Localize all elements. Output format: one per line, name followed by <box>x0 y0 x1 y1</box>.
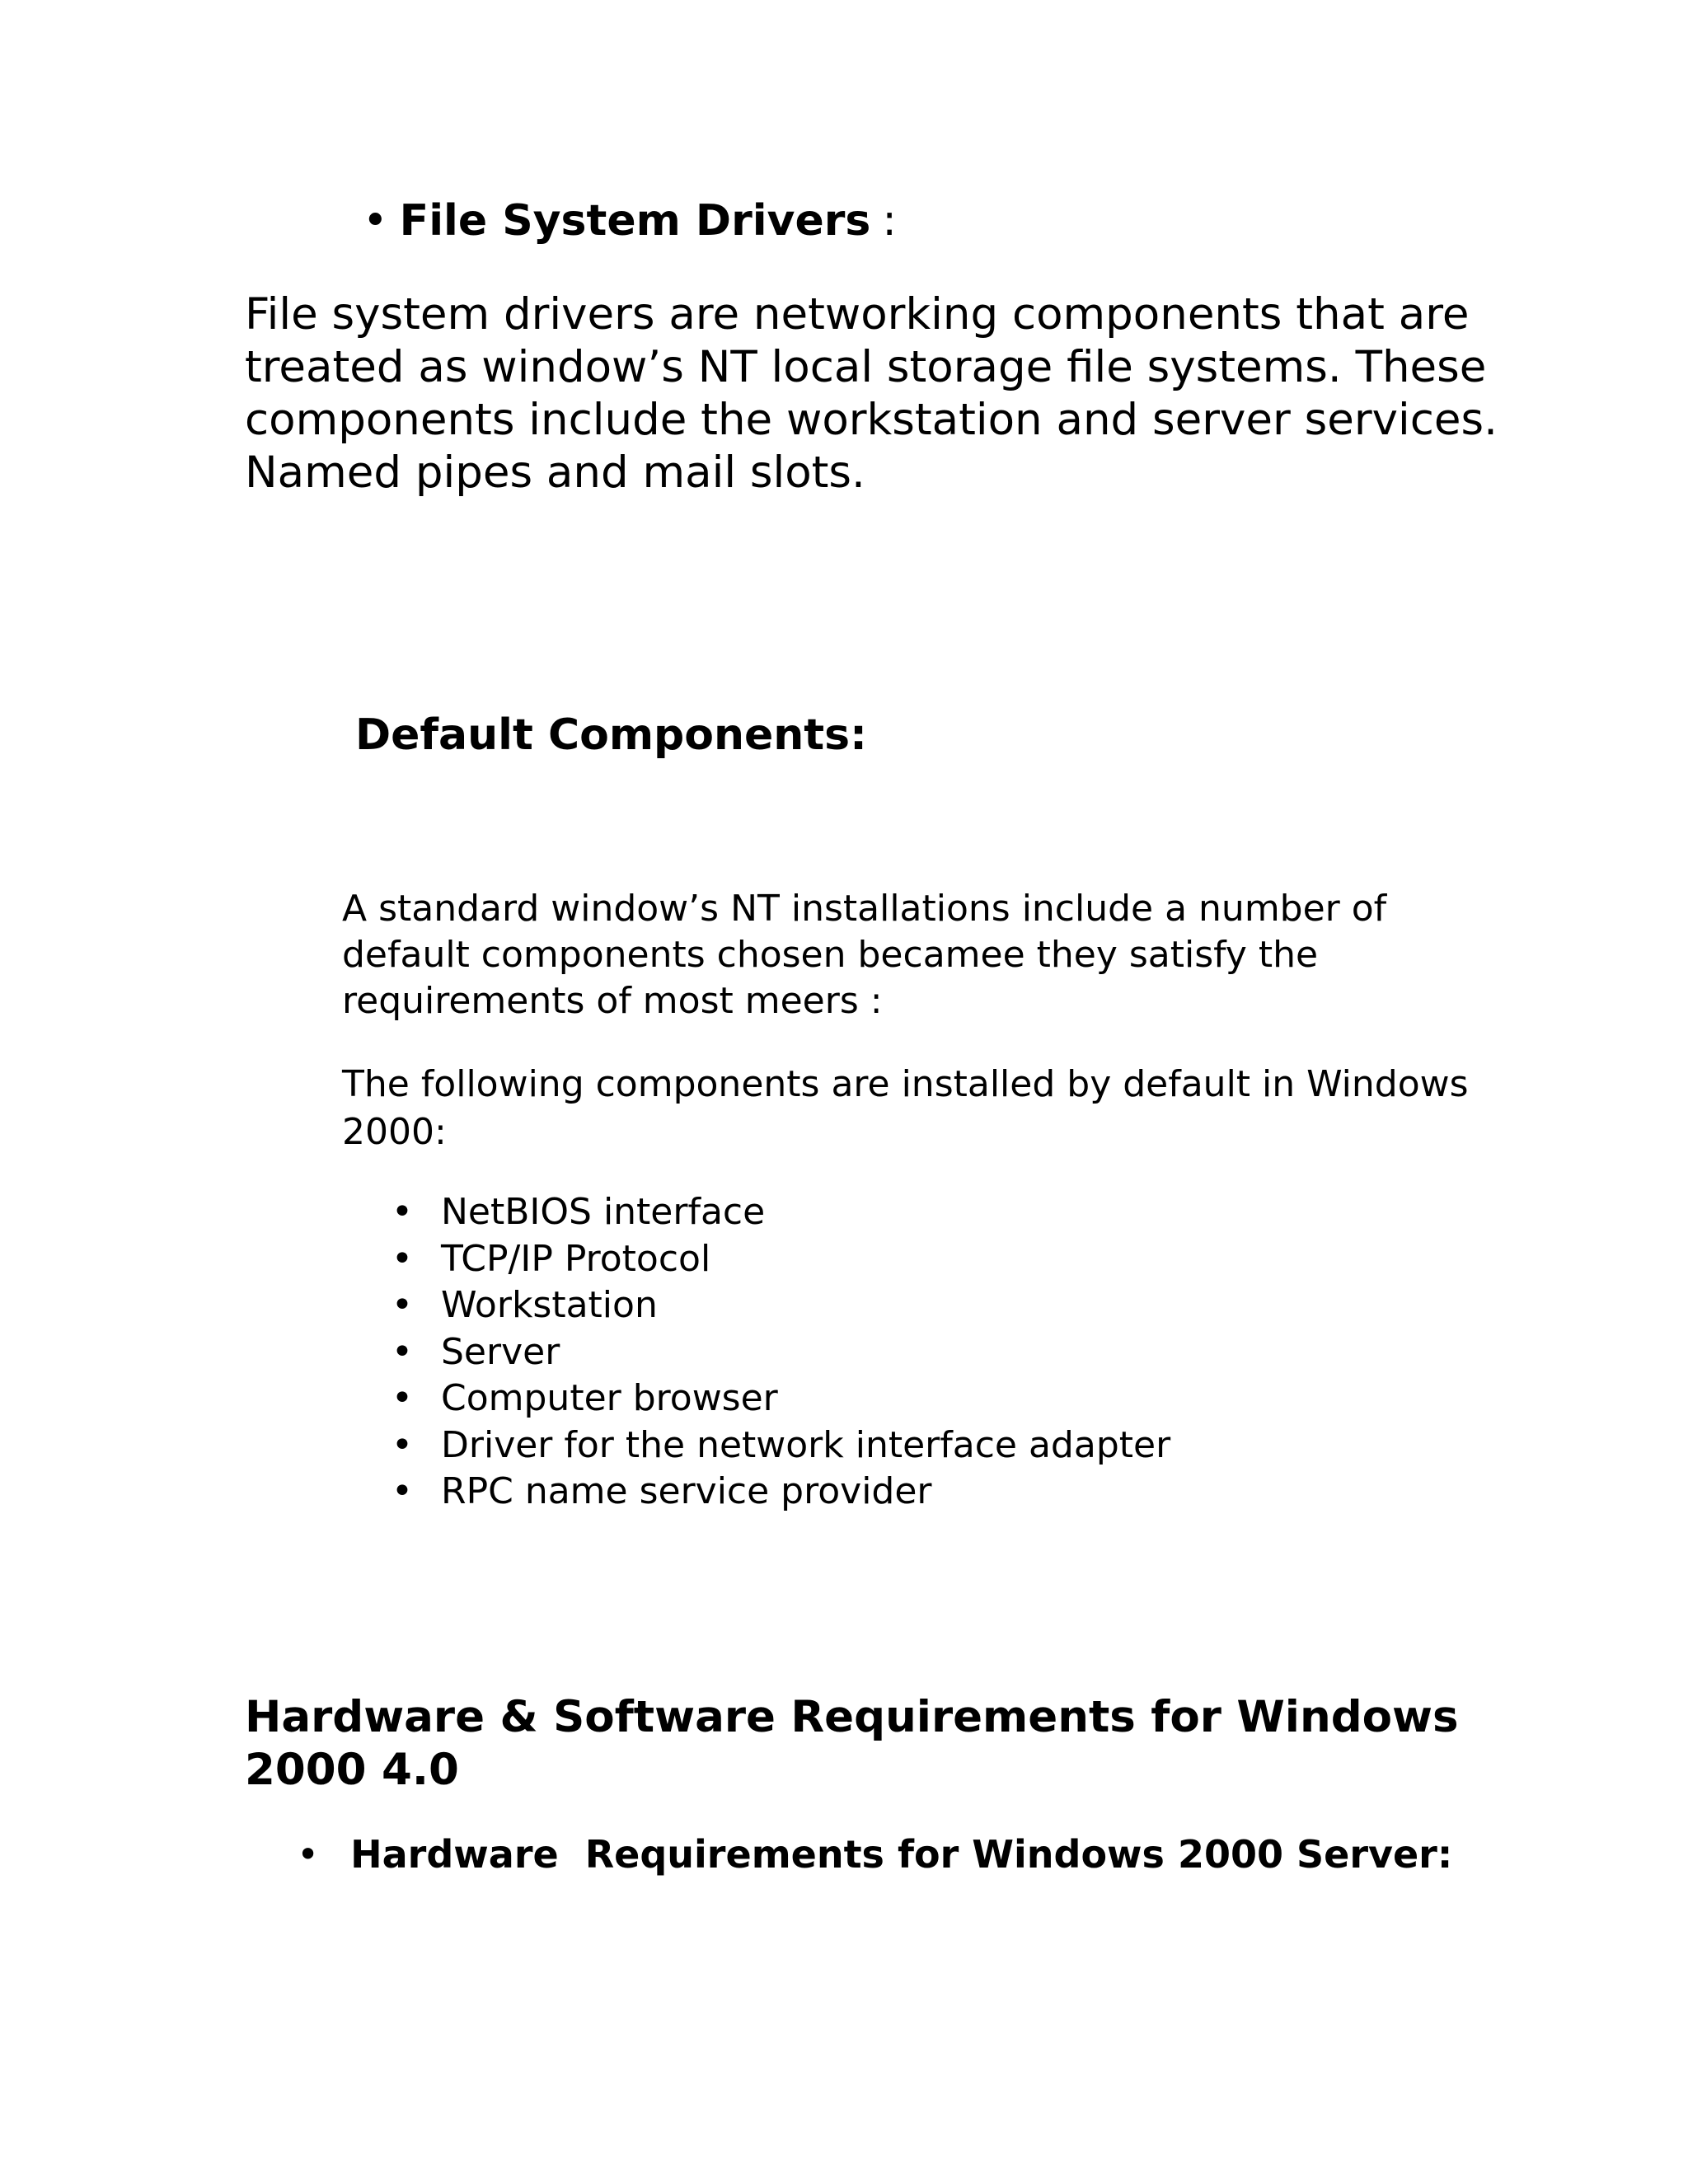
list-item-label: Server <box>441 1330 560 1373</box>
list-item-label: NetBIOS interface <box>441 1191 766 1233</box>
hardware-requirements-label: Hardware Requirements for Windows 2000 Server: <box>350 1832 1453 1877</box>
bullet-icon: • <box>392 1237 413 1280</box>
list-item <box>392 1282 1463 1329</box>
file-system-drivers-paragraph: File system drivers are networking components that are treated as window’s NT local storage file systems. These components include the workstation and server services. Named pipes and mail slots. <box>245 289 1498 498</box>
list-item-label: Driver for the network interface adapter <box>441 1423 1171 1466</box>
bullet-icon: • <box>392 1423 413 1466</box>
list-item <box>392 1376 1463 1422</box>
bullet-icon: • <box>297 1832 320 1877</box>
bullet-icon: • <box>392 1377 413 1419</box>
hardware-requirements-subheading <box>297 1831 1452 1877</box>
bullet-icon: • <box>392 1470 413 1512</box>
list-item-label: Workstation <box>441 1284 658 1326</box>
file-system-drivers-heading <box>363 196 897 246</box>
list-item <box>392 1329 1463 1376</box>
list-item <box>392 1422 1463 1469</box>
list-item-label: RPC name service provider <box>441 1470 932 1512</box>
bullet-icon: • <box>363 196 388 246</box>
heading-colon: : <box>882 196 897 246</box>
requirements-heading: Hardware & Software Requirements for Windows 2000 4.0 <box>245 1692 1459 1795</box>
file-system-drivers-title: File System Drivers <box>399 196 871 246</box>
list-item-label: Computer browser <box>441 1377 778 1419</box>
default-components-paragraph-2: The following components are installed by default in Windows 2000: <box>342 1063 1469 1153</box>
bullet-icon: • <box>392 1191 413 1233</box>
list-item-label: TCP/IP Protocol <box>441 1237 711 1280</box>
list-item <box>392 1236 1463 1283</box>
list-item <box>392 1189 1463 1236</box>
default-components-heading: Default Components: <box>355 710 867 760</box>
bullet-icon: • <box>392 1330 413 1373</box>
default-components-paragraph-1: A standard window’s NT installations include a number of default components chosen becamee they satisfy the requirements of most meers : <box>342 888 1387 1022</box>
bullet-icon: • <box>392 1284 413 1326</box>
list-item <box>392 1469 1463 1516</box>
default-components-list <box>392 1189 1463 1516</box>
